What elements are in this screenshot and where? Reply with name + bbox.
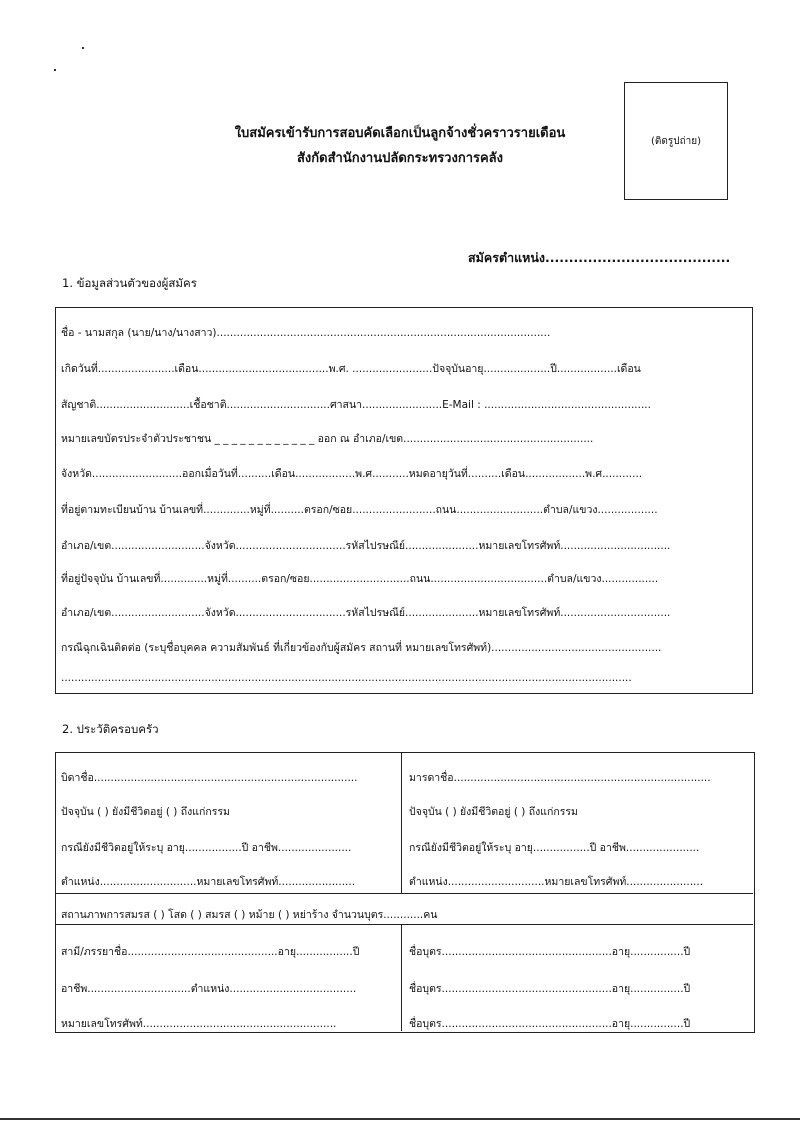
emergency-contact-line2[interactable]: ........................................................................................................................................................................... — [61, 672, 632, 684]
form-title-line1: ใบสมัครเข้ารับการสอบคัดเลือกเป็นลูกจ้างชั่วคราวรายเดือน — [234, 126, 566, 141]
form-title-line2: สังกัดสำนักงานปลัดกระทรวงการคลัง — [297, 151, 503, 166]
spouse-phone-field[interactable]: หมายเลขโทรศัพท์.......................................................... — [61, 1018, 337, 1030]
id-issue-field[interactable]: จังหวัด...........................ออกเมื่อวันที่..........เดือน..................พ.ศ...........หมดอายุวันที่..........เดือน..................พ.ศ............ — [61, 468, 643, 480]
child3-field[interactable]: ชื่อบุตร...................................................อายุ................ปี — [409, 1018, 691, 1030]
scan-speck — [54, 69, 56, 71]
registered-address-field[interactable]: ที่อยู่ตามทะเบียนบ้าน บ้านเลขที่..............หมู่ที่..........ตรอก/ซอย.........................ถนน..........................ตำบล/แขวง.................. — [61, 504, 658, 516]
apply-position-field[interactable]: สมัครตำแหน่ง....................................... — [468, 250, 731, 265]
registered-district-field[interactable]: อำเภอ/เขต............................จังหวัด.................................รหัสไปรษณีย์......................หมายเลขโทรศัพท์................................. — [61, 540, 671, 552]
father-status-field[interactable]: ปัจจุบัน ( ) ยังมีชีวิตอยู่ ( ) ถึงแก่กรรม — [61, 806, 230, 818]
marital-row-bottom — [56, 924, 753, 925]
page-bottom-rule — [0, 1118, 800, 1120]
mother-name-field[interactable]: มารดาชื่อ............................................................................. — [409, 772, 711, 784]
father-name-field[interactable]: บิดาชื่อ............................................................................... — [61, 772, 358, 784]
spouse-occupation-field[interactable]: อาชีพ...............................ตำแหน่ง...................................... — [61, 983, 357, 995]
mother-status-field[interactable]: ปัจจุบัน ( ) ยังมีชีวิตอยู่ ( ) ถึงแก่กรรม — [409, 806, 578, 818]
child1-field[interactable]: ชื่อบุตร...................................................อายุ................ปี — [409, 946, 691, 958]
child2-field[interactable]: ชื่อบุตร...................................................อายุ................ปี — [409, 983, 691, 995]
scan-speck — [82, 47, 84, 49]
section1-title: 1. ข้อมูลส่วนตัวของผู้สมัคร — [62, 276, 197, 290]
parents-divider — [401, 753, 402, 893]
spouse-divider — [401, 924, 402, 1031]
id-card-field[interactable]: หมายเลขบัตรประจำตัวประชาชน _ _ _ _ _ _ _ _ _ _ _ _ ออก ณ อำเภอ/เขต......................................................... — [61, 433, 594, 445]
marital-status-field[interactable]: สถานภาพการสมรส ( ) โสด ( ) สมรส ( ) หม้าย ( ) หย่าร้าง จำนวนบุตร............คน — [61, 909, 438, 921]
current-district-field[interactable]: อำเภอ/เขต............................จังหวัด.................................รหัสไปรษณีย์......................หมายเลขโทรศัพท์................................. — [61, 607, 671, 619]
fullname-field[interactable]: ชื่อ - นามสกุล (นาย/นาง/นางสาว).................................................................................................... — [61, 327, 551, 339]
emergency-contact-field[interactable]: กรณีฉุกเฉินติดต่อ (ระบุชื่อบุคคล ความสัมพันธ์ ที่เกี่ยวข้องกับผู้สมัคร สถานที่ หมายเลขโทรศัพท์)................................................... — [61, 642, 662, 654]
nationality-field[interactable]: สัญชาติ............................เชื้อชาติ...............................ศาสนา........................E-Mail : .................................................. — [61, 399, 651, 411]
current-address-field[interactable]: ที่อยู่ปัจจุบัน บ้านเลขที่..............หมู่ที่..........ตรอก/ซอย..............................ถนน...................................ตำบล/แขวง................. — [61, 573, 659, 585]
section2-title: 2. ประวัติครอบครัว — [62, 722, 159, 736]
family-info-box — [55, 752, 755, 1033]
photo-label: (ติดรูปถ่าย) — [650, 135, 702, 147]
birthdate-field[interactable]: เกิดวันที่.......................เดือน.......................................พ.ศ. ........................ปัจจุบันอายุ....................ปี..................เดือน — [61, 363, 641, 375]
mother-age-occupation-field[interactable]: กรณียังมีชีวิตอยู่ให้ระบุ อายุ.................ปี อาชีพ...................... — [409, 842, 700, 854]
personal-info-box — [55, 307, 753, 694]
marital-row-top — [56, 893, 753, 894]
father-position-phone-field[interactable]: ตำแหน่ง.............................หมายเลขโทรศัพท์....................... — [61, 876, 356, 888]
mother-position-phone-field[interactable]: ตำแหน่ง.............................หมายเลขโทรศัพท์....................... — [409, 876, 704, 888]
father-age-occupation-field[interactable]: กรณียังมีชีวิตอยู่ให้ระบุ อายุ.................ปี อาชีพ...................... — [61, 842, 352, 854]
photo-box[interactable] — [624, 82, 728, 200]
spouse-name-field[interactable]: สามี/ภรรยาชื่อ.............................................อายุ.................ปี — [61, 946, 360, 958]
